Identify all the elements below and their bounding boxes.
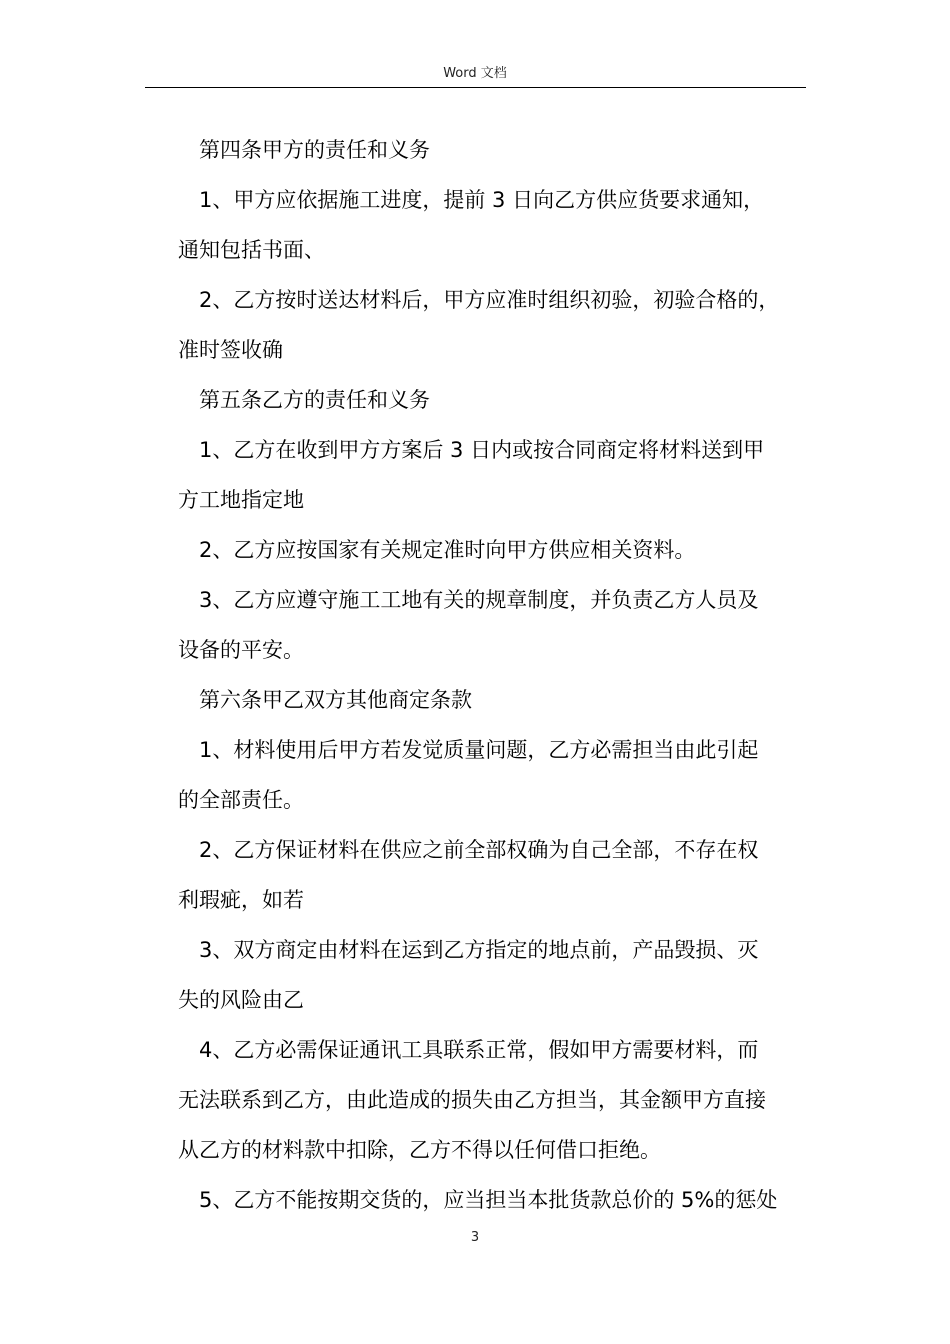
paragraph — [178, 125, 806, 175]
paragraph-line: 4、乙方必需保证通讯工具联系正常，假如甲方需要材料，而 — [199, 1038, 759, 1062]
paragraph — [178, 575, 806, 675]
paragraph-line: 第四条甲方的责任和义务 — [199, 138, 430, 162]
paragraph — [178, 825, 806, 925]
paragraph — [178, 425, 806, 525]
header-divider — [145, 87, 806, 88]
paragraph-line: 2、乙方按时送达材料后，甲方应准时组织初验，初验合格的， — [199, 288, 780, 312]
paragraph — [178, 375, 806, 425]
paragraph-line: 失的风险由乙 — [178, 988, 304, 1012]
paragraph-line: 利瑕疵，如若 — [178, 888, 304, 912]
paragraph-line: 第六条甲乙双方其他商定条款 — [199, 688, 472, 712]
paragraph-line: 3、双方商定由材料在运到乙方指定的地点前，产品毁损、灭 — [199, 938, 759, 962]
document-body — [178, 125, 806, 1225]
paragraph-line: 1、材料使用后甲方若发觉质量问题，乙方必需担当由此引起 — [199, 738, 759, 762]
paragraph-line: 无法联系到乙方，由此造成的损失由乙方担当，其金额甲方直接 — [178, 1088, 766, 1112]
paragraph — [178, 175, 806, 275]
paragraph-line: 1、甲方应依据施工进度，提前 3 日向乙方供应货要求通知， — [199, 188, 765, 212]
paragraph-line: 2、乙方应按国家有关规定准时向甲方供应相关资料。 — [199, 538, 696, 562]
page-header-title: Word 文档 — [443, 66, 507, 81]
paragraph — [178, 1025, 806, 1175]
paragraph — [178, 675, 806, 725]
paragraph-line: 从乙方的材料款中扣除，乙方不得以任何借口拒绝。 — [178, 1138, 661, 1162]
paragraph-line: 5、乙方不能按期交货的，应当担当本批货款总价的 5%的惩处 — [199, 1188, 778, 1212]
paragraph-line: 通知包括书面、 — [178, 238, 325, 262]
paragraph — [178, 275, 806, 375]
paragraph-line: 准时签收确 — [178, 338, 283, 362]
paragraph-line: 设备的平安。 — [178, 638, 304, 662]
paragraph — [178, 725, 806, 825]
paragraph — [178, 1175, 806, 1225]
paragraph-line: 1、乙方在收到甲方方案后 3 日内或按合同商定将材料送到甲 — [199, 438, 765, 462]
page-number: 3 — [470, 1230, 480, 1245]
paragraph — [178, 525, 806, 575]
paragraph-line: 的全部责任。 — [178, 788, 304, 812]
paragraph-line: 方工地指定地 — [178, 488, 304, 512]
paragraph-line: 3、乙方应遵守施工工地有关的规章制度，并负责乙方人员及 — [199, 588, 759, 612]
paragraph — [178, 925, 806, 1025]
paragraph-line: 第五条乙方的责任和义务 — [199, 388, 430, 412]
paragraph-line: 2、乙方保证材料在供应之前全部权确为自己全部，不存在权 — [199, 838, 759, 862]
